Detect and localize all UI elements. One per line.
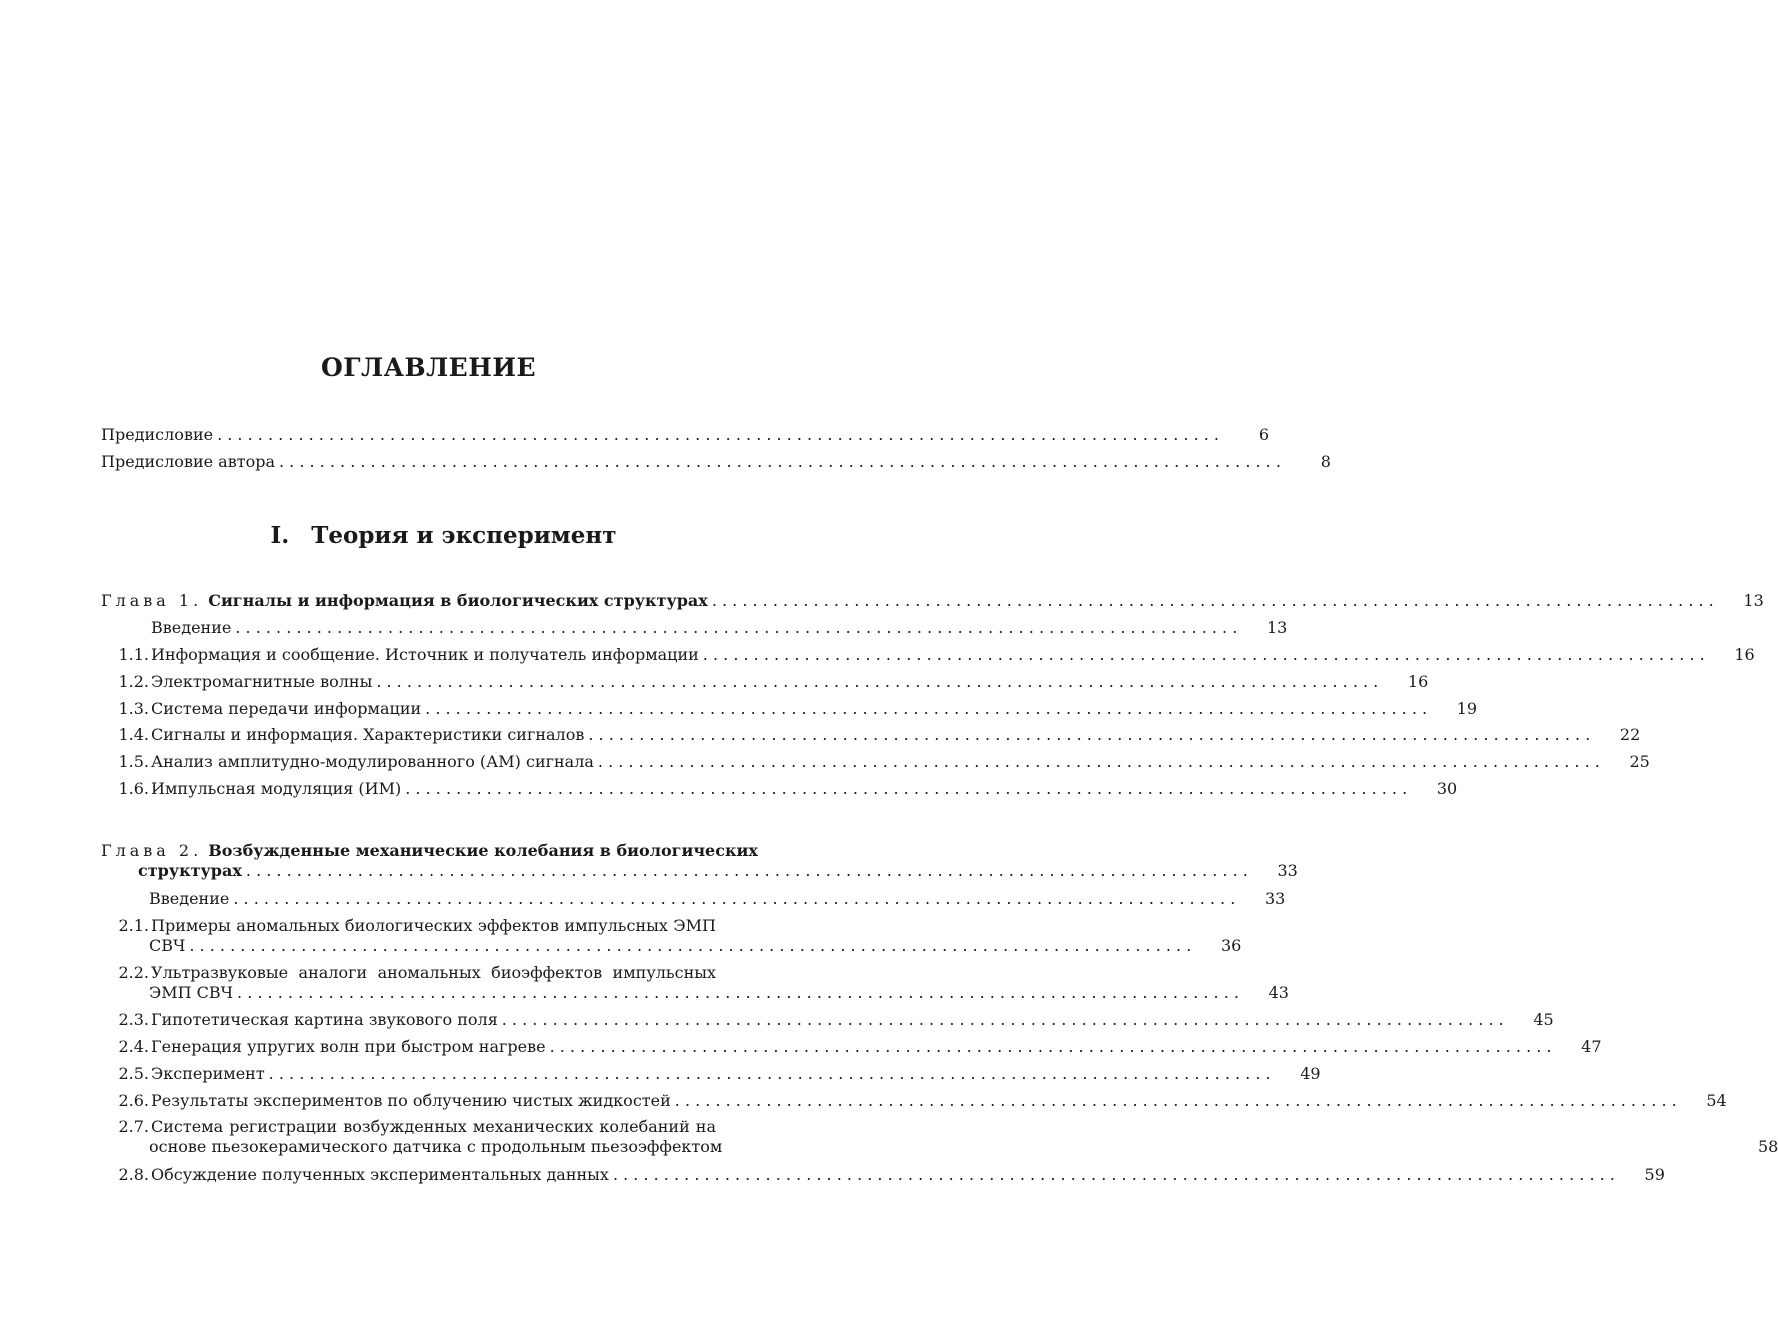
- toc-entry-2-7[interactable]: [101, 1117, 1778, 1157]
- toc-entry-label: Сигналы и информация. Характеристики сигналов: [151, 725, 585, 744]
- toc-entry-label: Генерация упругих волн при быстром нагреве: [151, 1037, 546, 1056]
- toc-entry-label-line2: основе пьезокерамического датчика с продольным пьезоэффектом: [149, 1137, 723, 1156]
- toc-entry-author-preface[interactable]: [101, 452, 1331, 472]
- dot-leader: [217, 425, 1219, 445]
- part-number: I.: [270, 522, 290, 549]
- toc-entry-label-line2: ЭМП СВЧ: [149, 983, 234, 1002]
- toc-page-number: 59: [1644, 1165, 1665, 1184]
- toc-page-number: 47: [1581, 1037, 1602, 1056]
- toc-entry-2-8[interactable]: [101, 1165, 1665, 1185]
- chapter-title: Сигналы и информация в биологических структурах: [208, 591, 708, 610]
- toc-entry-label-line2: СВЧ: [149, 936, 186, 955]
- toc-entry-label: Система передачи информации: [151, 699, 422, 718]
- toc-entry-label: Электромагнитные волны: [151, 672, 373, 691]
- toc-entry-label: Введение: [149, 889, 230, 908]
- section-number: 1.6.: [118, 779, 149, 798]
- section-number: 1.1.: [118, 645, 149, 664]
- toc-page-number: 16: [1407, 672, 1429, 691]
- dot-leader: [376, 672, 1378, 692]
- dot-leader: [613, 1165, 1615, 1185]
- section-number: 1.5.: [118, 752, 149, 771]
- toc-entry-1-2[interactable]: [101, 672, 1429, 692]
- toc-page-number: 30: [1436, 779, 1458, 798]
- dot-leader: [246, 861, 1248, 881]
- dot-leader: [189, 936, 1191, 956]
- toc-page-number: 16: [1734, 645, 1755, 664]
- toc-entry-ch2-intro[interactable]: [101, 889, 1286, 909]
- toc-entry-label: Гипотетическая картина звукового поля: [151, 1010, 498, 1029]
- toc-entry-1-5[interactable]: [101, 752, 1650, 772]
- section-number: 2.1.: [118, 916, 149, 935]
- toc-entry-label: Информация и сообщение. Источник и получатель информации: [151, 645, 699, 664]
- dot-leader: [675, 1091, 1677, 1111]
- toc-page-number: 8: [1320, 452, 1331, 471]
- dot-leader: [233, 889, 1235, 909]
- section-number: 2.3.: [118, 1010, 149, 1029]
- section-number: 1.2.: [118, 672, 149, 691]
- toc-page-number: 33: [1277, 861, 1298, 880]
- toc-page-number: 43: [1268, 983, 1289, 1002]
- toc-page-number: 6: [1258, 425, 1270, 444]
- section-number: 2.4.: [118, 1037, 149, 1056]
- toc-entry-label: Предисловие: [101, 425, 214, 444]
- dot-leader: [703, 645, 1705, 665]
- part-heading: [0, 522, 887, 549]
- toc-entry-2-5[interactable]: [101, 1064, 1321, 1084]
- chapter-prefix: Глава 1.: [101, 591, 203, 610]
- section-number: 2.5.: [118, 1064, 149, 1083]
- section-number: 2.8.: [118, 1165, 149, 1184]
- toc-page-number: 49: [1300, 1064, 1321, 1083]
- toc-entry-label: Обсуждение полученных экспериментальных данных: [151, 1165, 609, 1184]
- toc-page-number: 36: [1220, 936, 1242, 955]
- toc-entry-label-line1: Система регистрации возбужденных механических колебаний на: [151, 1117, 716, 1136]
- toc-page-number: 13: [1266, 618, 1288, 637]
- section-number: 1.4.: [118, 725, 149, 744]
- toc-entry-preface[interactable]: [101, 425, 1270, 445]
- section-number: 2.2.: [118, 963, 149, 982]
- toc-entry-label: Предисловие автора: [101, 452, 275, 471]
- dot-leader: [405, 779, 1407, 799]
- toc-entry-label: Импульсная модуляция (ИМ): [151, 779, 402, 798]
- chapter-title-line1: Возбужденные механические колебания в биологических: [208, 841, 758, 860]
- dot-leader: [502, 1010, 1504, 1030]
- part-title-text: Теория и эксперимент: [311, 522, 617, 549]
- toc-entry-label: Результаты экспериментов по облучению чистых жидкостей: [151, 1091, 671, 1110]
- chapter-title-line2: структурах: [138, 861, 242, 880]
- toc-entry-1-3[interactable]: [101, 699, 1478, 719]
- chapter-prefix: Глава 2.: [101, 841, 203, 860]
- toc-entry-2-1[interactable]: [101, 916, 1242, 956]
- toc-entry-2-6[interactable]: [101, 1091, 1727, 1111]
- section-number: 2.6.: [118, 1091, 149, 1110]
- toc-page-number: 58: [1757, 1137, 1778, 1156]
- dot-leader: [425, 699, 1427, 719]
- dot-leader: [712, 591, 1714, 611]
- toc-entry-ch1-intro[interactable]: [101, 618, 1288, 638]
- toc-entry-label-line1: Ультразвуковые аналоги аномальных биоэффектов импульсных: [151, 963, 716, 982]
- toc-page-number: 54: [1706, 1091, 1727, 1110]
- toc-entry-label: Эксперимент: [151, 1064, 265, 1083]
- dot-leader: [235, 618, 1237, 638]
- dot-leader: [550, 1037, 1552, 1057]
- toc-entry-2-4[interactable]: [101, 1037, 1602, 1057]
- toc-entry-2-3[interactable]: [101, 1010, 1554, 1030]
- toc-page-number: 13: [1743, 591, 1764, 610]
- dot-leader: [269, 1064, 1271, 1084]
- dot-leader: [237, 983, 1239, 1003]
- toc-page-number: 33: [1264, 889, 1286, 908]
- toc-page-number: 22: [1619, 725, 1641, 744]
- section-number: 2.7.: [118, 1117, 149, 1136]
- toc-entry-1-4[interactable]: [101, 725, 1641, 745]
- page-title: ОГЛАВЛЕНИЕ: [320, 353, 537, 382]
- toc-page-number: 45: [1533, 1010, 1554, 1029]
- section-number: 1.3.: [118, 699, 149, 718]
- toc-chapter-2[interactable]: [101, 841, 1298, 881]
- toc-entry-2-2[interactable]: [101, 963, 1289, 1003]
- dot-leader: [598, 752, 1600, 772]
- toc-entry-label: Введение: [151, 618, 232, 637]
- toc-entry-label-line1: Примеры аномальных биологических эффектов импульсных ЭМП: [151, 916, 716, 935]
- dot-leader: [279, 452, 1281, 472]
- dot-leader: [588, 725, 1590, 745]
- toc-entry-1-1[interactable]: [101, 645, 1755, 665]
- toc-chapter-1[interactable]: [101, 591, 1764, 611]
- toc-page-number: 25: [1629, 752, 1650, 771]
- toc-page-number: 19: [1456, 699, 1478, 718]
- toc-entry-label: Анализ амплитудно-модулированного (АМ) сигнала: [151, 752, 594, 771]
- toc-entry-1-6[interactable]: [101, 779, 1458, 799]
